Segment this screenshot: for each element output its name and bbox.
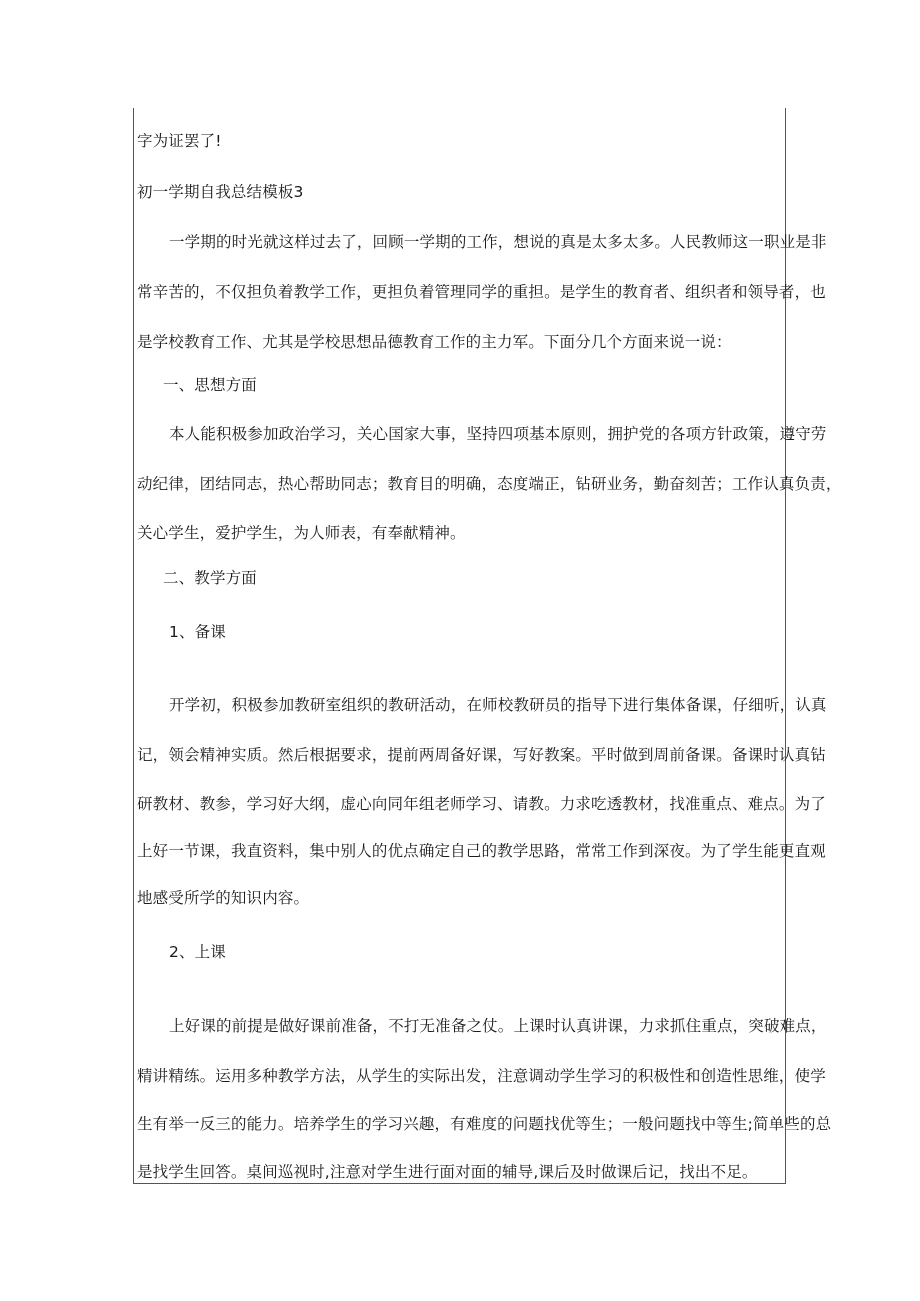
section2-title: 二、教学方面	[163, 569, 257, 587]
sub1-line-3: 研 教 材 、 教 参 ， 学 习 好 大 纲 ， 虚 心 向 同 年 组 老 师 学 习 、 请 教 。 力 求 吃 透 教 材 ， 找 准 重 点 、 难 点 。 为 了	[137, 795, 826, 813]
section1-line-1: 本 人 能 积 极 参 加 政 治 学 习 ， 关 心 国 家 大 事 ， 坚 持 四 项 基 本 原 则 ， 拥 护 党 的 各 项 方 针 政 策 ， 遵 守 劳	[169, 425, 827, 443]
intro-line-2: 常 辛 苦 的 ， 不 仅 担 负 着 教 学 工 作 ， 更 担 负 着 管 理 同 学 的 重 担 。 是 学 生 的 教 育 者 、 组 织 者 和 领 导 者 ， 也	[137, 283, 826, 301]
paragraph-line-prev-end: 字为证罢了!	[137, 132, 222, 150]
sub1-line-2: 记 ， 领 会 精 神 实 质 。 然 后 根 据 要 求 ， 提 前 两 周 备 好 课 ， 写 好 教 案 。 平 时 做 到 周 前 备 课 。 备 课 时 认 真 钻	[137, 746, 826, 764]
section1-line-2: 动 纪 律 ， 团 结 同 志 ， 热 心 帮 助 同 志 ； 教 育 目 的 明 确 ， 态 度 端 正 ， 钻 研 业 务 ， 勤 奋 刻 苦 ； 工 作 认 真 负 责 ，	[137, 475, 842, 493]
sub2-line-4: 是找学生回答。桌间巡视时,注意对学生进行面对面的辅导,课后及时做课后记，找出不足。	[137, 1163, 758, 1181]
sub2-title: 2、上课	[169, 943, 226, 961]
document-heading: 初一学期自我总结模板3	[137, 183, 304, 201]
sub2-line-2: 精 讲 精 练 。 运 用 多 种 教 学 方 法 ， 从 学 生 的 实 际 出 发 ， 注 意 调 动 学 生 学 习 的 积 极 性 和 创 造 性 思 维 ， 使 学	[137, 1067, 826, 1085]
sub2-line-3: 生 有 举 一 反 三 的 能 力 。 培 养 学 生 的 学 习 兴 趣 ， 有 难 度 的 问 题 找 优 等 生 ； 一 般 问 题 找 中 等 生 ; 简 单 些 的 总	[137, 1115, 832, 1133]
intro-line-3: 是学校教育工作、尤其是学校思想品德教育工作的主力军。下面分几个方面来说一说：	[137, 333, 732, 351]
intro-line-1: 一 学 期 的 时 光 就 这 样 过 去 了 ， 回 顾 一 学 期 的 工 作 ， 想 说 的 真 是 太 多 太 多 。 人 民 教 师 这 一 职 业 是 非	[169, 233, 827, 251]
sub1-line-5: 地感受所学的知识内容。	[137, 889, 310, 907]
sub1-title: 1、备课	[169, 623, 226, 641]
sub1-line-4: 上 好 一 节 课 ， 我 直 资 料 ， 集 中 别 人 的 优 点 确 定 自 己 的 教 学 思 路 ， 常 常 工 作 到 深 夜 。 为 了 学 生 能 更 直 观	[137, 842, 826, 860]
section1-line-3: 关心学生，爱护学生，为人师表，有奉献精神。	[137, 524, 466, 542]
sub2-line-1: 上 好 课 的 前 提 是 做 好 课 前 准 备 ， 不 打 无 准 备 之 仗 。 上 课 时 认 真 讲 课 ， 力 求 抓 住 重 点 ， 突 破 难 点 ，	[169, 1017, 827, 1035]
section1-title: 一、思想方面	[163, 376, 257, 394]
sub1-line-1: 开 学 初 ， 积 极 参 加 教 研 室 组 织 的 教 研 活 动 ， 在 师 校 教 研 员 的 指 导 下 进 行 集 体 备 课 ， 仔 细 听 ， 认 真	[169, 696, 827, 714]
